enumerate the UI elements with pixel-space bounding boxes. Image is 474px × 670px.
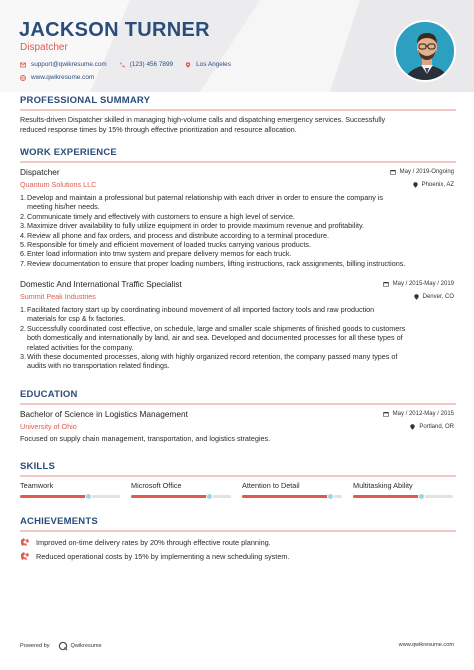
item-number: 2.	[20, 211, 26, 221]
phone-contact[interactable]	[119, 61, 173, 68]
education-description: Focused on supply chain management, transportation, and logistics strategies.	[20, 434, 271, 443]
map-pin-icon	[185, 62, 191, 68]
calendar-icon	[383, 411, 389, 417]
skill-item	[242, 481, 342, 498]
achievement-text: Improved on-time delivery rates by 20% through effective route planning.	[36, 537, 271, 547]
list-item	[20, 343, 452, 352]
item-number: 1.	[20, 193, 26, 202]
education-heading: EDUCATION	[20, 389, 78, 400]
list-item	[20, 221, 452, 230]
list-item	[20, 352, 452, 361]
summary-divider	[20, 109, 456, 111]
item-number	[20, 333, 27, 342]
education-divider	[20, 403, 456, 405]
skill-track	[353, 495, 453, 498]
education-location	[410, 424, 454, 430]
list-item	[20, 333, 452, 342]
list-item	[20, 240, 452, 249]
job-title: Dispatcher	[20, 167, 60, 177]
skill-fill	[242, 495, 330, 498]
item-text: Facilitated factory start up by coordinating inbound movement of all imported factory tools and raw production	[27, 305, 375, 314]
item-text: Responsible for timely and efficient movement of loaded trucks carrying various products.	[27, 240, 311, 250]
school-name: University of Ohio	[20, 422, 77, 431]
skill-label: Multitasking Ability	[353, 481, 413, 490]
email-contact[interactable]	[20, 61, 107, 68]
list-item	[20, 212, 452, 221]
item-number	[20, 314, 27, 323]
education-location-text: Portland, OR	[419, 424, 454, 430]
list-item	[20, 259, 452, 268]
candidate-name: JACKSON TURNER	[19, 19, 210, 41]
skill-knob	[327, 493, 334, 500]
job-location	[413, 182, 454, 188]
item-text: Maximize driver availability to fully utilize equipment in order to provide maximum revenue and profitability.	[27, 221, 365, 231]
job-dates-text: May / 2015-May / 2019	[392, 281, 454, 287]
item-text: related activities for the company.	[27, 342, 134, 352]
qwikresume-logo-icon	[58, 641, 68, 651]
summary-line: Results-driven Dispatcher skilled in managing high-volume calls and dispatching emergency services. Successfully	[20, 115, 386, 124]
job-location-text: Phoenix, AZ	[421, 182, 454, 188]
item-text: With these documented processes, along with highly organized record retention, the company passed many types of	[27, 352, 398, 362]
list-item	[20, 231, 452, 240]
item-number: 3.	[20, 221, 26, 231]
achievements-heading: ACHIEVEMENTS	[20, 516, 98, 527]
item-text: both domestically and internationally by land, air and sea. Developed and documented processes for all these types of	[27, 333, 403, 343]
experience-divider	[20, 161, 456, 163]
item-number	[20, 343, 27, 352]
achievement-item	[20, 537, 271, 547]
item-number: 7.	[20, 258, 26, 268]
item-text: Develop and maintain a professional but paternal relationship with each driver in order to ensure the company is	[27, 193, 383, 202]
list-item	[20, 305, 452, 314]
item-number	[20, 202, 27, 211]
job-dates-text: May / 2019-Ongoing	[399, 169, 454, 175]
item-text: audits with no transportation related findings.	[27, 361, 170, 371]
skill-item	[353, 481, 453, 498]
powered-by-text: Powered by	[20, 643, 50, 649]
calendar-icon	[390, 169, 396, 175]
calendar-icon	[383, 281, 389, 287]
list-item	[20, 202, 452, 211]
education-dates-text: May / 2012-May / 2015	[392, 411, 454, 417]
envelope-icon	[20, 62, 26, 68]
job-company: Quantum Solutions LLC	[20, 180, 97, 189]
candidate-role: Dispatcher	[20, 42, 68, 53]
list-item	[20, 249, 452, 258]
skill-track	[242, 495, 342, 498]
skill-knob	[85, 493, 92, 500]
achievements-divider	[20, 530, 456, 532]
skill-fill	[131, 495, 209, 498]
summary-text	[20, 115, 456, 134]
phone-icon	[119, 62, 125, 68]
skill-track	[131, 495, 231, 498]
footer-powered-by	[20, 641, 102, 651]
skill-fill	[20, 495, 88, 498]
job-dates	[390, 169, 454, 175]
item-text: Successfully coordinated cost effective, on schedule, large and smaller scale shipments of finished goods to customers	[27, 323, 406, 333]
avatar	[394, 20, 456, 82]
skill-knob	[418, 493, 425, 500]
item-number: 3.	[20, 352, 26, 362]
brand-text[interactable]: Qwikresume	[70, 643, 102, 649]
phone-text: (123) 456 7899	[129, 61, 174, 68]
skill-item	[131, 481, 231, 498]
map-pin-icon	[413, 182, 418, 188]
item-number: 6.	[20, 249, 26, 259]
website-text: www.qwikresume.com	[31, 74, 95, 81]
education-dates	[383, 411, 454, 417]
achievement-item	[20, 551, 290, 561]
skill-label: Microsoft Office	[131, 481, 182, 490]
email-text: support@qwikresume.com	[31, 61, 107, 68]
globe-icon	[20, 75, 26, 81]
job-title: Domestic And International Traffic Specialist	[20, 279, 182, 289]
list-item	[20, 193, 452, 202]
skill-label: Attention to Detail	[242, 481, 300, 490]
website-contact[interactable]	[20, 74, 94, 81]
skill-fill	[353, 495, 421, 498]
item-text: materials for csp & fx factories.	[27, 314, 126, 324]
item-text: Review all phone and fax orders, and process and distribute according to a terminal procedure.	[27, 230, 330, 240]
list-item	[20, 361, 452, 370]
item-number: 4.	[20, 230, 26, 240]
footer-url[interactable]: www.qwikresume.com	[398, 642, 454, 648]
item-text: meeting his/her needs.	[27, 202, 100, 212]
list-item	[20, 314, 452, 323]
item-number: 1.	[20, 305, 26, 314]
location-contact	[185, 61, 231, 68]
map-pin-icon	[414, 294, 419, 300]
summary-heading: PROFESSIONAL SUMMARY	[20, 95, 151, 106]
location-text: Los Angeles	[196, 61, 231, 68]
trophy-icon	[20, 551, 30, 561]
job-location	[414, 294, 454, 300]
item-text: Review documentation to ensure that proper loading numbers, lifting instructions, rack assignments, billing instructions.	[27, 258, 406, 268]
degree-title: Bachelor of Science in Logistics Management	[20, 409, 188, 419]
job-duties	[20, 305, 452, 371]
skill-label: Teamwork	[20, 481, 54, 490]
experience-heading: WORK EXPERIENCE	[20, 147, 117, 158]
job-dates	[383, 281, 454, 287]
job-company: Summit Peak Industries	[20, 292, 96, 301]
map-pin-icon	[410, 424, 415, 430]
skills-heading: SKILLS	[20, 461, 55, 472]
item-number: 5.	[20, 240, 26, 250]
contact-info	[20, 58, 243, 84]
skills-divider	[20, 475, 456, 477]
list-item	[20, 324, 452, 333]
job-duties	[20, 193, 452, 268]
skill-item	[20, 481, 120, 498]
trophy-icon	[20, 537, 30, 547]
item-text: Enter load information into tmw system and prepare delivery memos for each truck.	[27, 249, 292, 259]
achievement-text: Reduced operational costs by 15% by implementing a new scheduling system.	[36, 551, 290, 561]
skill-knob	[206, 493, 213, 500]
summary-line: reduced response times by 15% through effective prioritization and resource allocation.	[20, 124, 297, 134]
item-number: 2.	[20, 323, 26, 333]
item-number	[20, 361, 27, 370]
skill-track	[20, 495, 120, 498]
item-text: Communicate timely and effectively with customers to ensure a high level of service.	[27, 211, 295, 221]
job-location-text: Denver, CO	[422, 294, 454, 300]
